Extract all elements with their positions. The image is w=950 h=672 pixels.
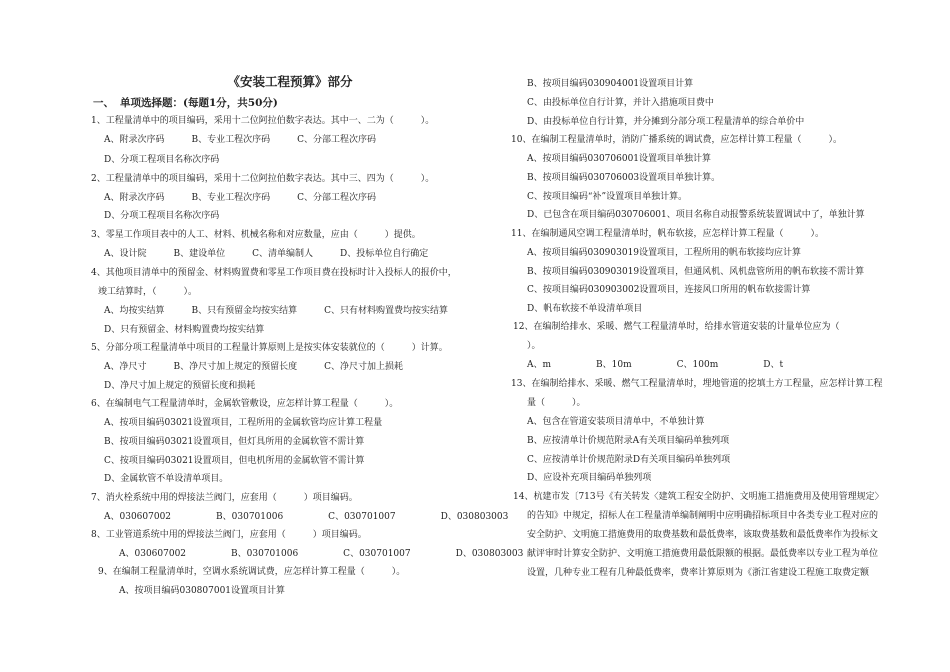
question-11-option-d: D、帆布软接不单设清单项目	[527, 304, 643, 314]
question-12: 12、在编制给排水、采暖、燃气工程量清单时，给排水管道安装的计量单位应为（	[513, 322, 840, 332]
question-7-options: A、030607002 B、030701006 C、030701007 D、030803003	[104, 512, 509, 522]
section-heading	[93, 96, 278, 110]
question-11-option-b: B、按项目编码030903019设置项目，但通风机、风机盘管所用的帆布软接不需计算	[527, 267, 865, 277]
question-13-cont: 量（ ）。	[527, 398, 586, 408]
question-11: 11、在编制通风空调工程量清单时，帆布软接，应怎样计算工程量（ ）。	[511, 229, 824, 239]
question-8-options: A、030607002 B、030701006 C、030701007 D、030803003	[119, 549, 524, 559]
question-6-option-c: C、按项目编码03021设置项目，但电机所用的金属软管不需计算	[104, 456, 365, 466]
question-2-option-d: D、分项工程项目名称次序码	[104, 211, 220, 221]
question-9-option-c: C、由投标单位自行计算，并计入措施项目费中	[527, 98, 714, 108]
question-3-options: A、设计院 B、建设单位 C、清单编制人 D、投标单位自行确定	[104, 249, 429, 259]
question-9-option-d: D、由投标单位自行计算，并分摊到分部分项工程量清单的综合单价中	[527, 117, 805, 127]
question-13-option-c: C、应按清单计价规范附录D有关项目编码单独列项	[527, 455, 731, 465]
question-4-options: A、均按实结算 B、只有预留金均按实结算 C、只有材料购置费均按实结算	[104, 306, 449, 316]
question-8: 8、工业管道系统中用的焊接法兰阀门，应套用（ ）项目编码。	[91, 530, 367, 540]
question-3: 3、零星工作项目表中的人工、材料、机械名称和对应数量，应由（ ）提供。	[91, 230, 421, 240]
question-10: 10、在编制工程量清单时，消防广播系统的调试费，应怎样计算工程量（ ）。	[511, 135, 842, 145]
question-13-option-a: A、包含在管道安装项目清单中，不单独计算	[527, 417, 705, 427]
question-11-option-c: C、按项目编码030903002设置项目，连接风口所用的帆布软接需计算	[527, 285, 811, 295]
question-9-option-b: B、按项目编码030904001设置项目计算	[527, 79, 694, 89]
question-14: 14、杭建市发〔713号《有关转发〈建筑工程安全防护、文明施工措施费用及使用管理规定〉	[513, 492, 884, 502]
question-12-cont: ）。	[527, 341, 541, 351]
question-10-option-a: A、按项目编码030706001设置项目单独计算	[527, 154, 712, 164]
question-9-option-a: A、按项目编码030807001设置项目计算	[119, 586, 286, 596]
question-14-line-5: 设置，几种专业工程有几种最低费率，费率计算原则为《浙江省建设工程施工取费定额	[527, 568, 870, 578]
document-title: 《安装工程预算》部分	[227, 74, 353, 89]
question-5-option-d: D、净尺寸加上规定的预留长度和损耗	[104, 381, 256, 391]
question-11-option-a: A、按项目编码030903019设置项目，工程所用的帆布软接均应计算	[527, 248, 802, 258]
question-1-options: A、附录次序码 B、专业工程次序码 C、分部工程次序码	[104, 135, 377, 145]
question-6-option-d: D、金属软管不单设清单项目。	[104, 474, 229, 484]
question-13: 13、在编制给排水、采暖、燃气工程量清单时，埋地管道的挖填土方工程量，应怎样计算工程	[511, 379, 883, 389]
question-4-option-d: D、只有预留金、材料购置费均按实结算	[104, 325, 265, 335]
question-4: 4、其他项目清单中的预留金、材料购置费和零星工作项目费在投标时计入投标人的报价中，	[91, 268, 457, 278]
question-5-options: A、净尺寸 B、净尺寸加上规定的预留长度 C、净尺寸加上损耗	[104, 362, 404, 372]
question-14-line-2: 的告知》中规定，招标人在工程量清单编制阐明中应明确招标项目中各类专业工程对应的	[527, 511, 879, 521]
question-6-option-a: A、按项目编码03021设置项目，工程所用的金属软管均应计算工程量	[104, 418, 383, 428]
question-10-option-c: C、按项目编码“补”设置项目单独计算。	[527, 192, 688, 202]
question-13-option-b: B、应按清单计价规范附录A有关项目编码单独列项	[527, 436, 730, 446]
question-10-option-d: D、已包含在项目编码030706001、项目名称自动报警系统装置调试中了，单独计算	[527, 210, 865, 220]
question-14-line-3: 安全防护、文明施工措施费用的取费基数和最低费率，该取费基数和最低费率作为投标文	[527, 530, 879, 540]
question-2: 2、工程量清单中的项目编码，采用十二位阿拉伯数字表达。其中三、四为（ ）。	[91, 174, 435, 184]
question-1-option-d: D、分项工程项目名称次序码	[104, 155, 220, 165]
question-2-options: A、附录次序码 B、专业工程次序码 C、分部工程次序码	[104, 193, 377, 203]
question-12-options: A、m B、10m C、100m D、t	[527, 360, 784, 370]
question-1: 1、工程量清单中的项目编码，采用十二位阿拉伯数字表达。其中一、二为（ ）。	[91, 116, 435, 126]
question-9: 9、在编制工程量清单时，空调水系统调试费，应怎样计算工程量（ ）。	[98, 567, 406, 577]
section-title: 单项选择题：(每题1分，共50分)	[120, 97, 278, 109]
question-5: 5、分部分项工程量清单中项目的工程量计算原则上是按实体安装就位的（ ）计算。	[91, 343, 448, 353]
question-10-option-b: B、按项目编码030706003设置项目单独计算。	[527, 173, 721, 183]
question-6: 6、在编制电气工程量清单时，金属软管敷设，应怎样计算工程量（ ）。	[91, 399, 399, 409]
section-number: 一、	[93, 97, 114, 109]
question-4-cont: 竣工结算时，（ ）。	[98, 287, 198, 297]
question-14-line-4: 献评审时计算安全防护、文明施工措施费用最低限额的根据。最低费率以专业工程为单位	[527, 549, 879, 559]
question-7: 7、消火栓系统中用的焊接法兰阀门，应套用（ ）项目编码。	[91, 493, 358, 503]
question-13-option-d: D、应设补充项目编码单独列项	[527, 473, 652, 483]
question-6-option-b: B、按项目编码03021设置项目，但灯具所用的金属软管不需计算	[104, 437, 365, 447]
